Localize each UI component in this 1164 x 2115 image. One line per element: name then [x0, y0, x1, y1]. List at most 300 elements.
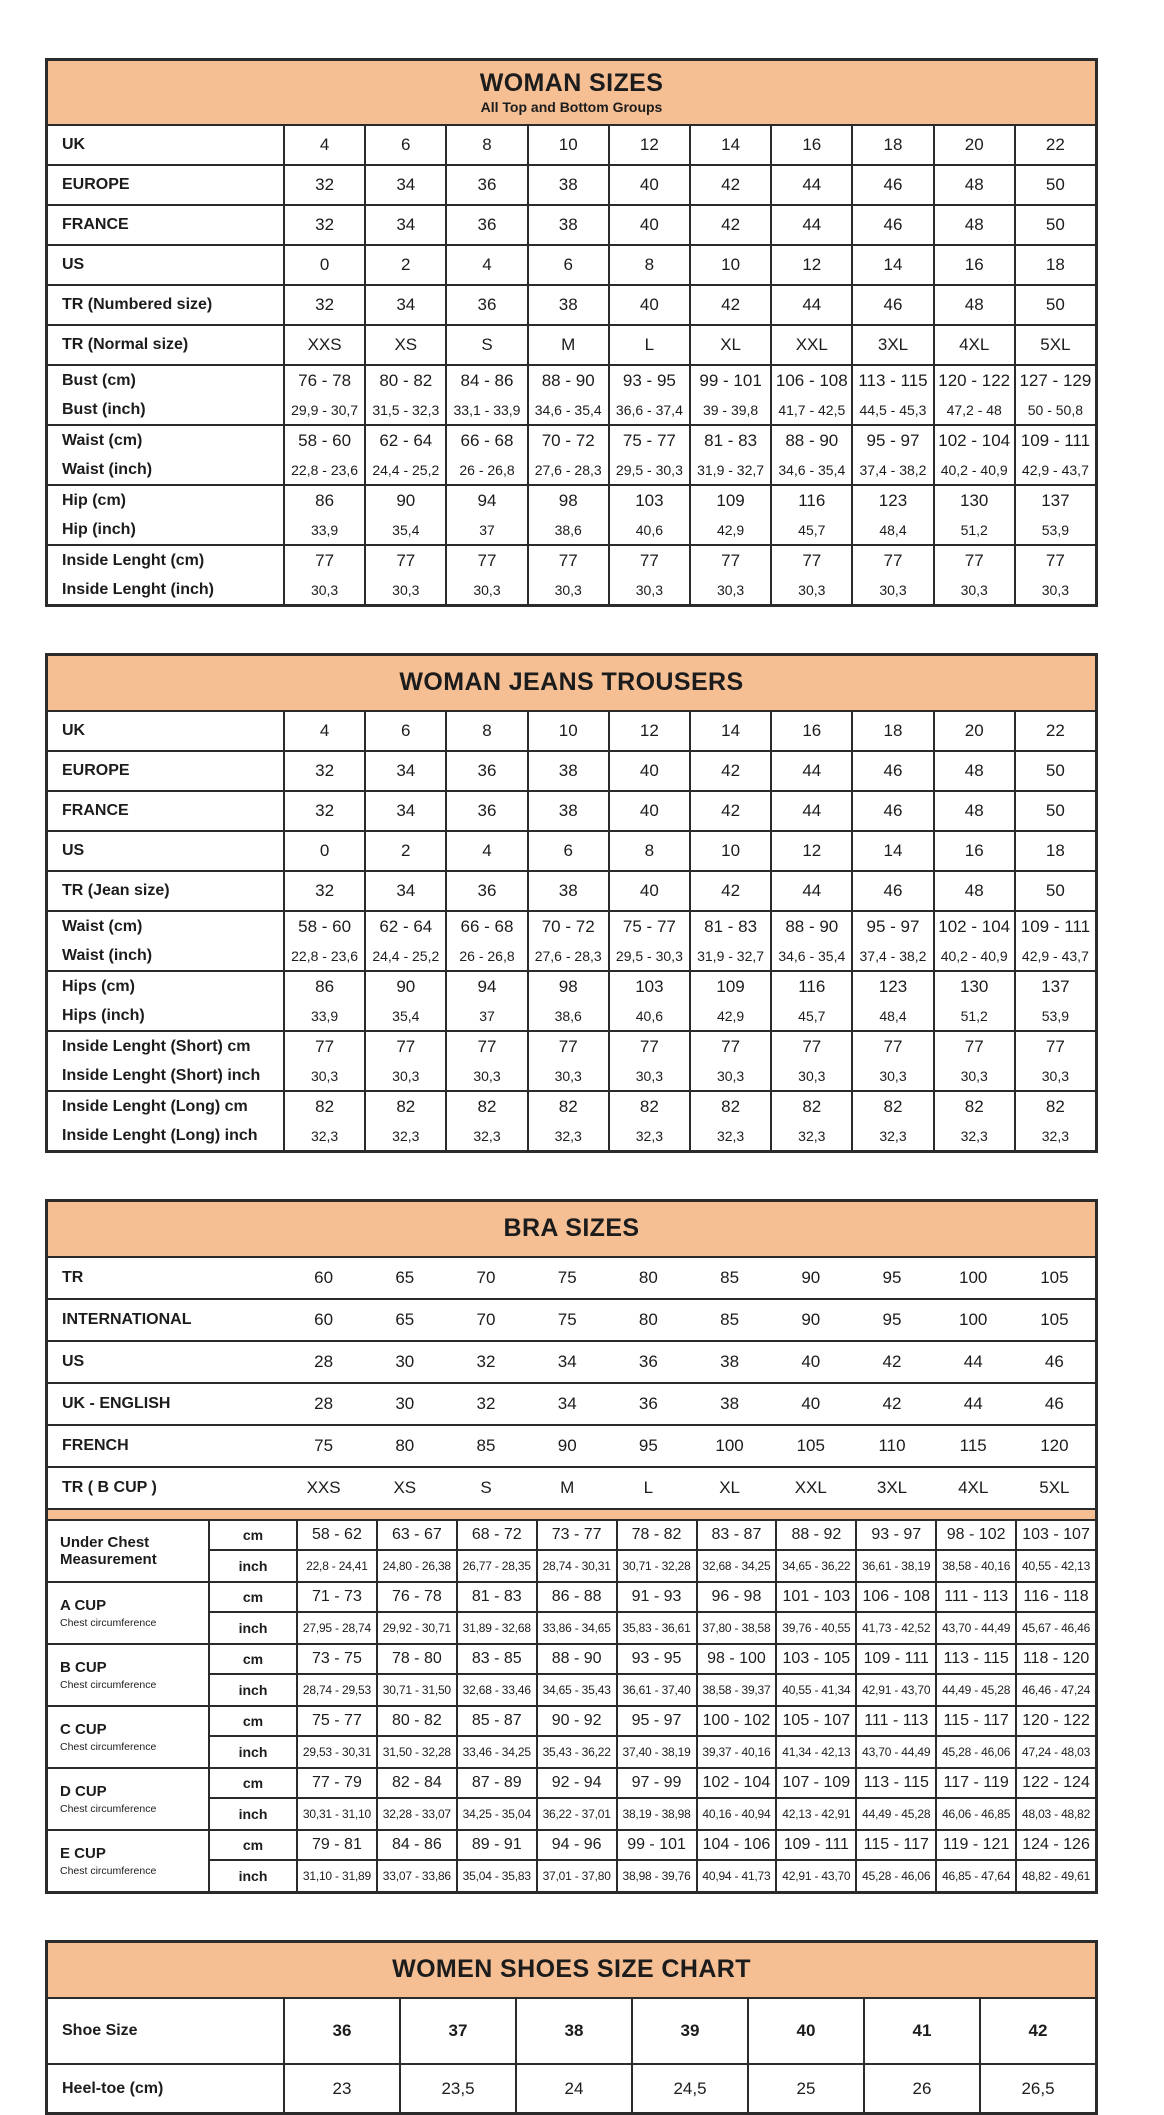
cell-value: 36	[445, 286, 526, 324]
cell-value: 123	[851, 972, 932, 1001]
cell-value: 94	[445, 486, 526, 515]
cell-value: 103	[608, 972, 689, 1001]
cell-value: 42,9	[689, 515, 770, 544]
row-group	[48, 326, 1095, 366]
cell-value: 31,10 - 31,89	[296, 1861, 376, 1891]
cell-value: 95 - 97	[851, 426, 932, 455]
measure-subtitle: Chest circumference	[60, 1864, 157, 1877]
table-row	[48, 941, 1095, 970]
cell-value: 44,49 - 45,28	[855, 1799, 935, 1829]
row-label: INTERNATIONAL	[62, 1311, 192, 1328]
cell-value: 77	[445, 1032, 526, 1061]
cell-value: 26 - 26,8	[445, 941, 526, 970]
cell-value: 66 - 68	[445, 912, 526, 941]
cell-value: 4XL	[958, 1478, 989, 1497]
cell-value: 42	[689, 872, 770, 910]
cell-value: 42,9 - 43,7	[1014, 455, 1095, 484]
cell-value: 26,77 - 28,35	[456, 1551, 536, 1581]
row-label	[48, 1583, 208, 1643]
cell-value: 50	[1014, 206, 1095, 244]
cell-value: 103	[608, 486, 689, 515]
cell-value: 34	[364, 166, 445, 204]
table-row	[48, 326, 1095, 364]
cell-value: 94 - 96	[536, 1831, 616, 1861]
bra-measure-group	[48, 1583, 1095, 1645]
cell-value: 38	[527, 286, 608, 324]
woman-jeans-header	[48, 656, 1095, 712]
row-group	[48, 1468, 1095, 1508]
cell-value: 33,46 - 34,25	[456, 1737, 536, 1767]
cell-value: 100	[959, 1310, 988, 1329]
table-title: WOMEN SHOES SIZE CHART	[392, 1955, 751, 1983]
cell-value: 38,6	[527, 1001, 608, 1030]
woman-jeans-body	[48, 712, 1095, 1150]
cell-value: 34,6 - 35,4	[770, 941, 851, 970]
cell-value: 34	[364, 752, 445, 790]
cell-value: 100	[715, 1436, 744, 1455]
cell-value: 109	[689, 486, 770, 515]
row-label: Inside Lenght (Short) inch	[62, 1066, 261, 1084]
table-row	[48, 206, 1095, 244]
cell-value: 85	[476, 1436, 496, 1455]
cell-value: 36	[638, 1394, 658, 1413]
cell-value: 46	[1044, 1394, 1064, 1413]
cell-value: 38	[527, 792, 608, 830]
cell-value: 130	[933, 972, 1014, 1001]
cell-value: 35,4	[364, 515, 445, 544]
cell-value: 36	[445, 206, 526, 244]
cell-value: 36	[638, 1352, 658, 1371]
cell-value: 36	[283, 1999, 399, 2063]
cell-value: 38,58 - 40,16	[935, 1551, 1015, 1581]
cell-value: 83 - 87	[696, 1521, 776, 1551]
row-label: Hips (inch)	[62, 1006, 145, 1024]
row-label: Shoe Size	[62, 2022, 138, 2039]
measure-subtitle: Chest circumference	[60, 1678, 157, 1691]
bra-measure-group	[48, 1707, 1095, 1769]
cell-value: 43,70 - 44,49	[935, 1613, 1015, 1643]
cell-value: 117 - 119	[935, 1769, 1015, 1799]
cell-value: 40	[801, 1394, 821, 1413]
cell-value: 30,3	[283, 1061, 364, 1090]
cell-value: 58 - 62	[296, 1521, 376, 1551]
unit-label-cm: cm	[208, 1831, 296, 1861]
cell-value: M	[527, 326, 608, 364]
cell-value: 82	[933, 1092, 1014, 1121]
unit-label-inch: inch	[208, 1613, 296, 1643]
cell-value: 82	[1014, 1092, 1095, 1121]
cell-value: 107 - 109	[775, 1769, 855, 1799]
table-row	[48, 1121, 1095, 1150]
cell-value: 2	[364, 832, 445, 870]
cell-value: 70 - 72	[527, 912, 608, 941]
cell-value: 5XL	[1014, 326, 1095, 364]
row-label: EUROPE	[62, 762, 130, 779]
cell-value: 115 - 117	[855, 1831, 935, 1861]
cell-value: 6	[364, 712, 445, 750]
cell-value: 30,3	[689, 1061, 770, 1090]
cell-value: 113 - 115	[851, 366, 932, 395]
table-row	[48, 2065, 1095, 2112]
row-label: Waist (inch)	[62, 946, 153, 964]
cell-value: 86	[283, 972, 364, 1001]
cell-value: 34,65 - 36,22	[775, 1551, 855, 1581]
cell-value: 95	[638, 1436, 658, 1455]
table-row	[48, 1061, 1095, 1090]
cell-value: 32,3	[933, 1121, 1014, 1150]
cell-value: 42,91 - 43,70	[855, 1675, 935, 1705]
cell-value: 2	[364, 246, 445, 284]
row-group	[48, 1092, 1095, 1150]
cell-value: 77	[364, 1032, 445, 1061]
cell-value: 45,28 - 46,06	[855, 1861, 935, 1891]
cell-value: 38	[527, 166, 608, 204]
cell-value: 37,4 - 38,2	[851, 455, 932, 484]
cell-value: 32,3	[445, 1121, 526, 1150]
row-group	[48, 166, 1095, 206]
cell-value: 46,46 - 47,24	[1015, 1675, 1095, 1705]
table-row	[48, 246, 1095, 284]
cell-value: 18	[851, 712, 932, 750]
cell-value: XL	[689, 326, 770, 364]
table-row	[48, 286, 1095, 324]
cell-value: 26	[863, 2065, 979, 2112]
row-label: FRANCE	[62, 216, 129, 233]
cell-value: 82	[770, 1092, 851, 1121]
cell-value: 44	[963, 1394, 983, 1413]
cell-value: 124 - 126	[1015, 1831, 1095, 1861]
table-row	[48, 426, 1095, 455]
cell-value: 105	[1040, 1268, 1069, 1287]
table-row	[48, 1300, 1095, 1340]
cell-value: 40,6	[608, 1001, 689, 1030]
cell-value: 77	[851, 1032, 932, 1061]
cell-value: 113 - 115	[855, 1769, 935, 1799]
cell-value: 31,50 - 32,28	[376, 1737, 456, 1767]
cell-value: 48	[933, 286, 1014, 324]
cell-value: 6	[527, 246, 608, 284]
cell-value: S	[480, 1478, 492, 1497]
cell-value: 10	[689, 832, 770, 870]
cell-value: 81 - 83	[456, 1583, 536, 1613]
cell-value: 24,80 - 26,38	[376, 1551, 456, 1581]
cell-value: 40	[747, 1999, 863, 2063]
cell-value: 48,4	[851, 515, 932, 544]
cell-value: 40,2 - 40,9	[933, 941, 1014, 970]
cell-value: 36,61 - 37,40	[616, 1675, 696, 1705]
cell-value: 31,5 - 32,3	[364, 395, 445, 424]
row-label: UK	[62, 136, 86, 153]
row-label: Waist (cm)	[62, 431, 143, 449]
cell-value: 85	[720, 1310, 740, 1329]
cell-value: 32,68 - 33,46	[456, 1675, 536, 1705]
cell-value: 24,4 - 25,2	[364, 455, 445, 484]
cell-value: 20	[933, 712, 1014, 750]
cell-value: 102 - 104	[933, 426, 1014, 455]
cell-value: 102 - 104	[933, 912, 1014, 941]
cell-value: 77	[527, 546, 608, 575]
women-shoes-header	[48, 1943, 1095, 1999]
cell-value: 77	[1014, 546, 1095, 575]
row-label: TR ( B CUP )	[62, 1479, 157, 1496]
cell-value: 36,61 - 38,19	[855, 1551, 935, 1581]
cell-value: 44	[770, 872, 851, 910]
cell-value: 95	[882, 1310, 902, 1329]
cell-value: 34	[364, 206, 445, 244]
cell-value: 88 - 90	[770, 426, 851, 455]
cell-value: 68 - 72	[456, 1521, 536, 1551]
row-label: US	[62, 842, 85, 859]
table-row	[48, 395, 1095, 424]
table-row	[48, 575, 1095, 604]
cell-value: 28,74 - 29,53	[296, 1675, 376, 1705]
cell-value: 111 - 113	[855, 1707, 935, 1737]
table-row	[48, 486, 1095, 515]
cell-value: 65	[395, 1268, 415, 1287]
cell-value: 48,03 - 48,82	[1015, 1799, 1095, 1829]
cell-value: 81 - 83	[689, 912, 770, 941]
cell-value: 66 - 68	[445, 426, 526, 455]
cell-value: 116 - 118	[1015, 1583, 1095, 1613]
woman-sizes-header	[48, 61, 1095, 126]
cell-value: 42	[689, 792, 770, 830]
cell-value: 22	[1014, 126, 1095, 164]
row-label: US	[62, 256, 85, 273]
cell-value: 46	[851, 286, 932, 324]
row-group	[48, 486, 1095, 546]
women-shoes-table	[45, 1940, 1098, 2115]
row-label: Waist (cm)	[62, 917, 143, 935]
measure-subtitle: Chest circumference	[60, 1802, 157, 1815]
row-group	[48, 1258, 1095, 1300]
cell-value: 93 - 95	[616, 1645, 696, 1675]
cell-value: 77	[283, 1032, 364, 1061]
cell-value: 90	[364, 972, 445, 1001]
cell-value: 105	[1040, 1310, 1069, 1329]
cell-value: 16	[770, 712, 851, 750]
cell-value: 32,3	[770, 1121, 851, 1150]
cell-value: 109	[689, 972, 770, 1001]
measure-name: C CUP	[60, 1721, 107, 1739]
cell-value: 44	[770, 166, 851, 204]
cell-value: 46	[1044, 1352, 1064, 1371]
row-group	[48, 832, 1095, 872]
row-label: TR (Numbered size)	[62, 296, 213, 313]
cell-value: 78 - 80	[376, 1645, 456, 1675]
cell-value: 50	[1014, 792, 1095, 830]
cell-value: 39,37 - 40,16	[696, 1737, 776, 1767]
cell-value: 60	[314, 1268, 334, 1287]
cell-value: 75 - 77	[608, 426, 689, 455]
cell-value: 89 - 91	[456, 1831, 536, 1861]
cell-value: 30,3	[445, 1061, 526, 1090]
cell-value: 27,6 - 28,3	[527, 455, 608, 484]
cell-value: 41	[863, 1999, 979, 2063]
cell-value: 77	[851, 546, 932, 575]
cell-value: 75	[314, 1436, 334, 1455]
cell-value: 100 - 102	[696, 1707, 776, 1737]
cell-value: XXS	[306, 1478, 341, 1497]
bra-sizes-header	[48, 1202, 1095, 1258]
woman-jeans-table	[45, 653, 1098, 1153]
row-group	[48, 286, 1095, 326]
cell-value: 40	[608, 872, 689, 910]
cell-value: 77	[933, 546, 1014, 575]
table-row	[48, 1999, 1095, 2063]
row-group	[48, 206, 1095, 246]
row-label: UK - ENGLISH	[62, 1395, 171, 1412]
cell-value: 29,9 - 30,7	[283, 395, 364, 424]
bra-measure-group	[48, 1831, 1095, 1891]
row-group	[48, 1999, 1095, 2065]
cell-value: 78 - 82	[616, 1521, 696, 1551]
unit-label-cm: cm	[208, 1769, 296, 1799]
cell-value: 6	[364, 126, 445, 164]
bra-measure-group	[48, 1521, 1095, 1583]
cell-value: 80 - 82	[364, 366, 445, 395]
woman-sizes-table	[45, 58, 1098, 607]
cell-value: 8	[445, 712, 526, 750]
row-label: Hip (inch)	[62, 520, 136, 538]
cell-value: 6	[527, 832, 608, 870]
cell-value: 34,25 - 35,04	[456, 1799, 536, 1829]
cell-value: 77	[770, 546, 851, 575]
cell-value: XS	[364, 326, 445, 364]
cell-value: L	[643, 1478, 654, 1497]
cell-value: 31,9 - 32,7	[689, 941, 770, 970]
cell-value: 81 - 83	[689, 426, 770, 455]
cell-value: 50	[1014, 872, 1095, 910]
cell-value: 37	[445, 515, 526, 544]
cell-value: 58 - 60	[283, 426, 364, 455]
cell-value: 99 - 101	[689, 366, 770, 395]
cell-value: 90	[364, 486, 445, 515]
row-group	[48, 1384, 1095, 1426]
cell-value: 46	[851, 206, 932, 244]
row-label	[48, 1521, 208, 1581]
cell-value: 30,31 - 31,10	[296, 1799, 376, 1829]
cell-value: 32	[476, 1352, 496, 1371]
cell-value: 65	[395, 1310, 415, 1329]
cell-value: 50	[1014, 166, 1095, 204]
cell-value: 28	[314, 1352, 334, 1371]
unit-label-cm: cm	[208, 1521, 296, 1551]
table-row	[48, 1384, 1095, 1424]
cell-value: 33,86 - 34,65	[536, 1613, 616, 1643]
cell-value: 30,3	[851, 575, 932, 604]
cell-value: 22	[1014, 712, 1095, 750]
cell-value: 32	[283, 792, 364, 830]
cell-value: 29,5 - 30,3	[608, 455, 689, 484]
cell-value: 75	[557, 1310, 577, 1329]
cell-value: 50	[1014, 752, 1095, 790]
cell-value: 44	[770, 206, 851, 244]
cell-value: 40	[608, 752, 689, 790]
cell-value: 37,80 - 38,58	[696, 1613, 776, 1643]
cell-value: 95	[882, 1268, 902, 1287]
cell-value: 30,3	[1014, 575, 1095, 604]
cell-value: 58 - 60	[283, 912, 364, 941]
cell-value: 34	[364, 286, 445, 324]
cell-value: 40,55 - 42,13	[1015, 1551, 1095, 1581]
cell-value: 118 - 120	[1015, 1645, 1095, 1675]
cell-value: 80	[395, 1436, 415, 1455]
cell-value: 41,73 - 42,52	[855, 1613, 935, 1643]
cell-value: 42	[689, 752, 770, 790]
cell-value: 18	[1014, 246, 1095, 284]
cell-value: 44,49 - 45,28	[935, 1675, 1015, 1705]
cell-value: 123	[851, 486, 932, 515]
row-group	[48, 2065, 1095, 2112]
cell-value: 48,4	[851, 1001, 932, 1030]
cell-value: 4	[283, 712, 364, 750]
cell-value: 32,3	[608, 1121, 689, 1150]
row-label: Inside Lenght (Long) cm	[62, 1097, 248, 1115]
cell-value: 24,4 - 25,2	[364, 941, 445, 970]
table-subtitle: All Top and Bottom Groups	[480, 99, 663, 115]
cell-value: 35,43 - 36,22	[536, 1737, 616, 1767]
cell-value: 105	[796, 1436, 825, 1455]
cell-value: 98 - 102	[935, 1521, 1015, 1551]
cell-value: 87 - 89	[456, 1769, 536, 1799]
measure-name: B CUP	[60, 1659, 107, 1677]
cell-value: 32	[283, 752, 364, 790]
table-row	[48, 515, 1095, 544]
cell-value: 26,5	[979, 2065, 1095, 2112]
cell-value: 32	[283, 286, 364, 324]
table-row	[48, 1468, 1095, 1508]
cell-value: 77	[445, 546, 526, 575]
cell-value: 35,4	[364, 1001, 445, 1030]
cell-value: 26 - 26,8	[445, 455, 526, 484]
cell-value: 30,3	[851, 1061, 932, 1090]
cell-value: 45,67 - 46,46	[1015, 1613, 1095, 1643]
cell-value: 37,4 - 38,2	[851, 941, 932, 970]
row-label: Inside Lenght (Short) cm	[62, 1037, 251, 1055]
cell-value: 32,3	[1014, 1121, 1095, 1150]
cell-value: 4	[445, 246, 526, 284]
table-row	[48, 1001, 1095, 1030]
cell-value: 22,8 - 24,41	[296, 1551, 376, 1581]
cell-value: 10	[527, 712, 608, 750]
cell-value: 37	[445, 1001, 526, 1030]
cell-value: 16	[933, 832, 1014, 870]
cell-value: 88 - 90	[770, 912, 851, 941]
row-group	[48, 972, 1095, 1032]
cell-value: 30,3	[445, 575, 526, 604]
cell-value: 30	[395, 1394, 415, 1413]
table-row	[48, 792, 1095, 830]
measure-name: Under Chest Measurement	[60, 1533, 157, 1568]
unit-label-cm: cm	[208, 1583, 296, 1613]
cell-value: 45,7	[770, 515, 851, 544]
cell-value: 62 - 64	[364, 912, 445, 941]
cell-value: 39	[631, 1999, 747, 2063]
cell-value: 37,40 - 38,19	[616, 1737, 696, 1767]
cell-value: 85 - 87	[456, 1707, 536, 1737]
cell-value: 91 - 93	[616, 1583, 696, 1613]
row-label: Waist (inch)	[62, 460, 153, 478]
cell-value: 116	[770, 972, 851, 1001]
cell-value: 119 - 121	[935, 1831, 1015, 1861]
row-group	[48, 546, 1095, 604]
cell-value: 46,85 - 47,64	[935, 1861, 1015, 1891]
cell-value: 82	[445, 1092, 526, 1121]
cell-value: 38	[527, 752, 608, 790]
cell-value: 77	[283, 546, 364, 575]
cell-value: 46	[851, 166, 932, 204]
cell-value: 95 - 97	[616, 1707, 696, 1737]
